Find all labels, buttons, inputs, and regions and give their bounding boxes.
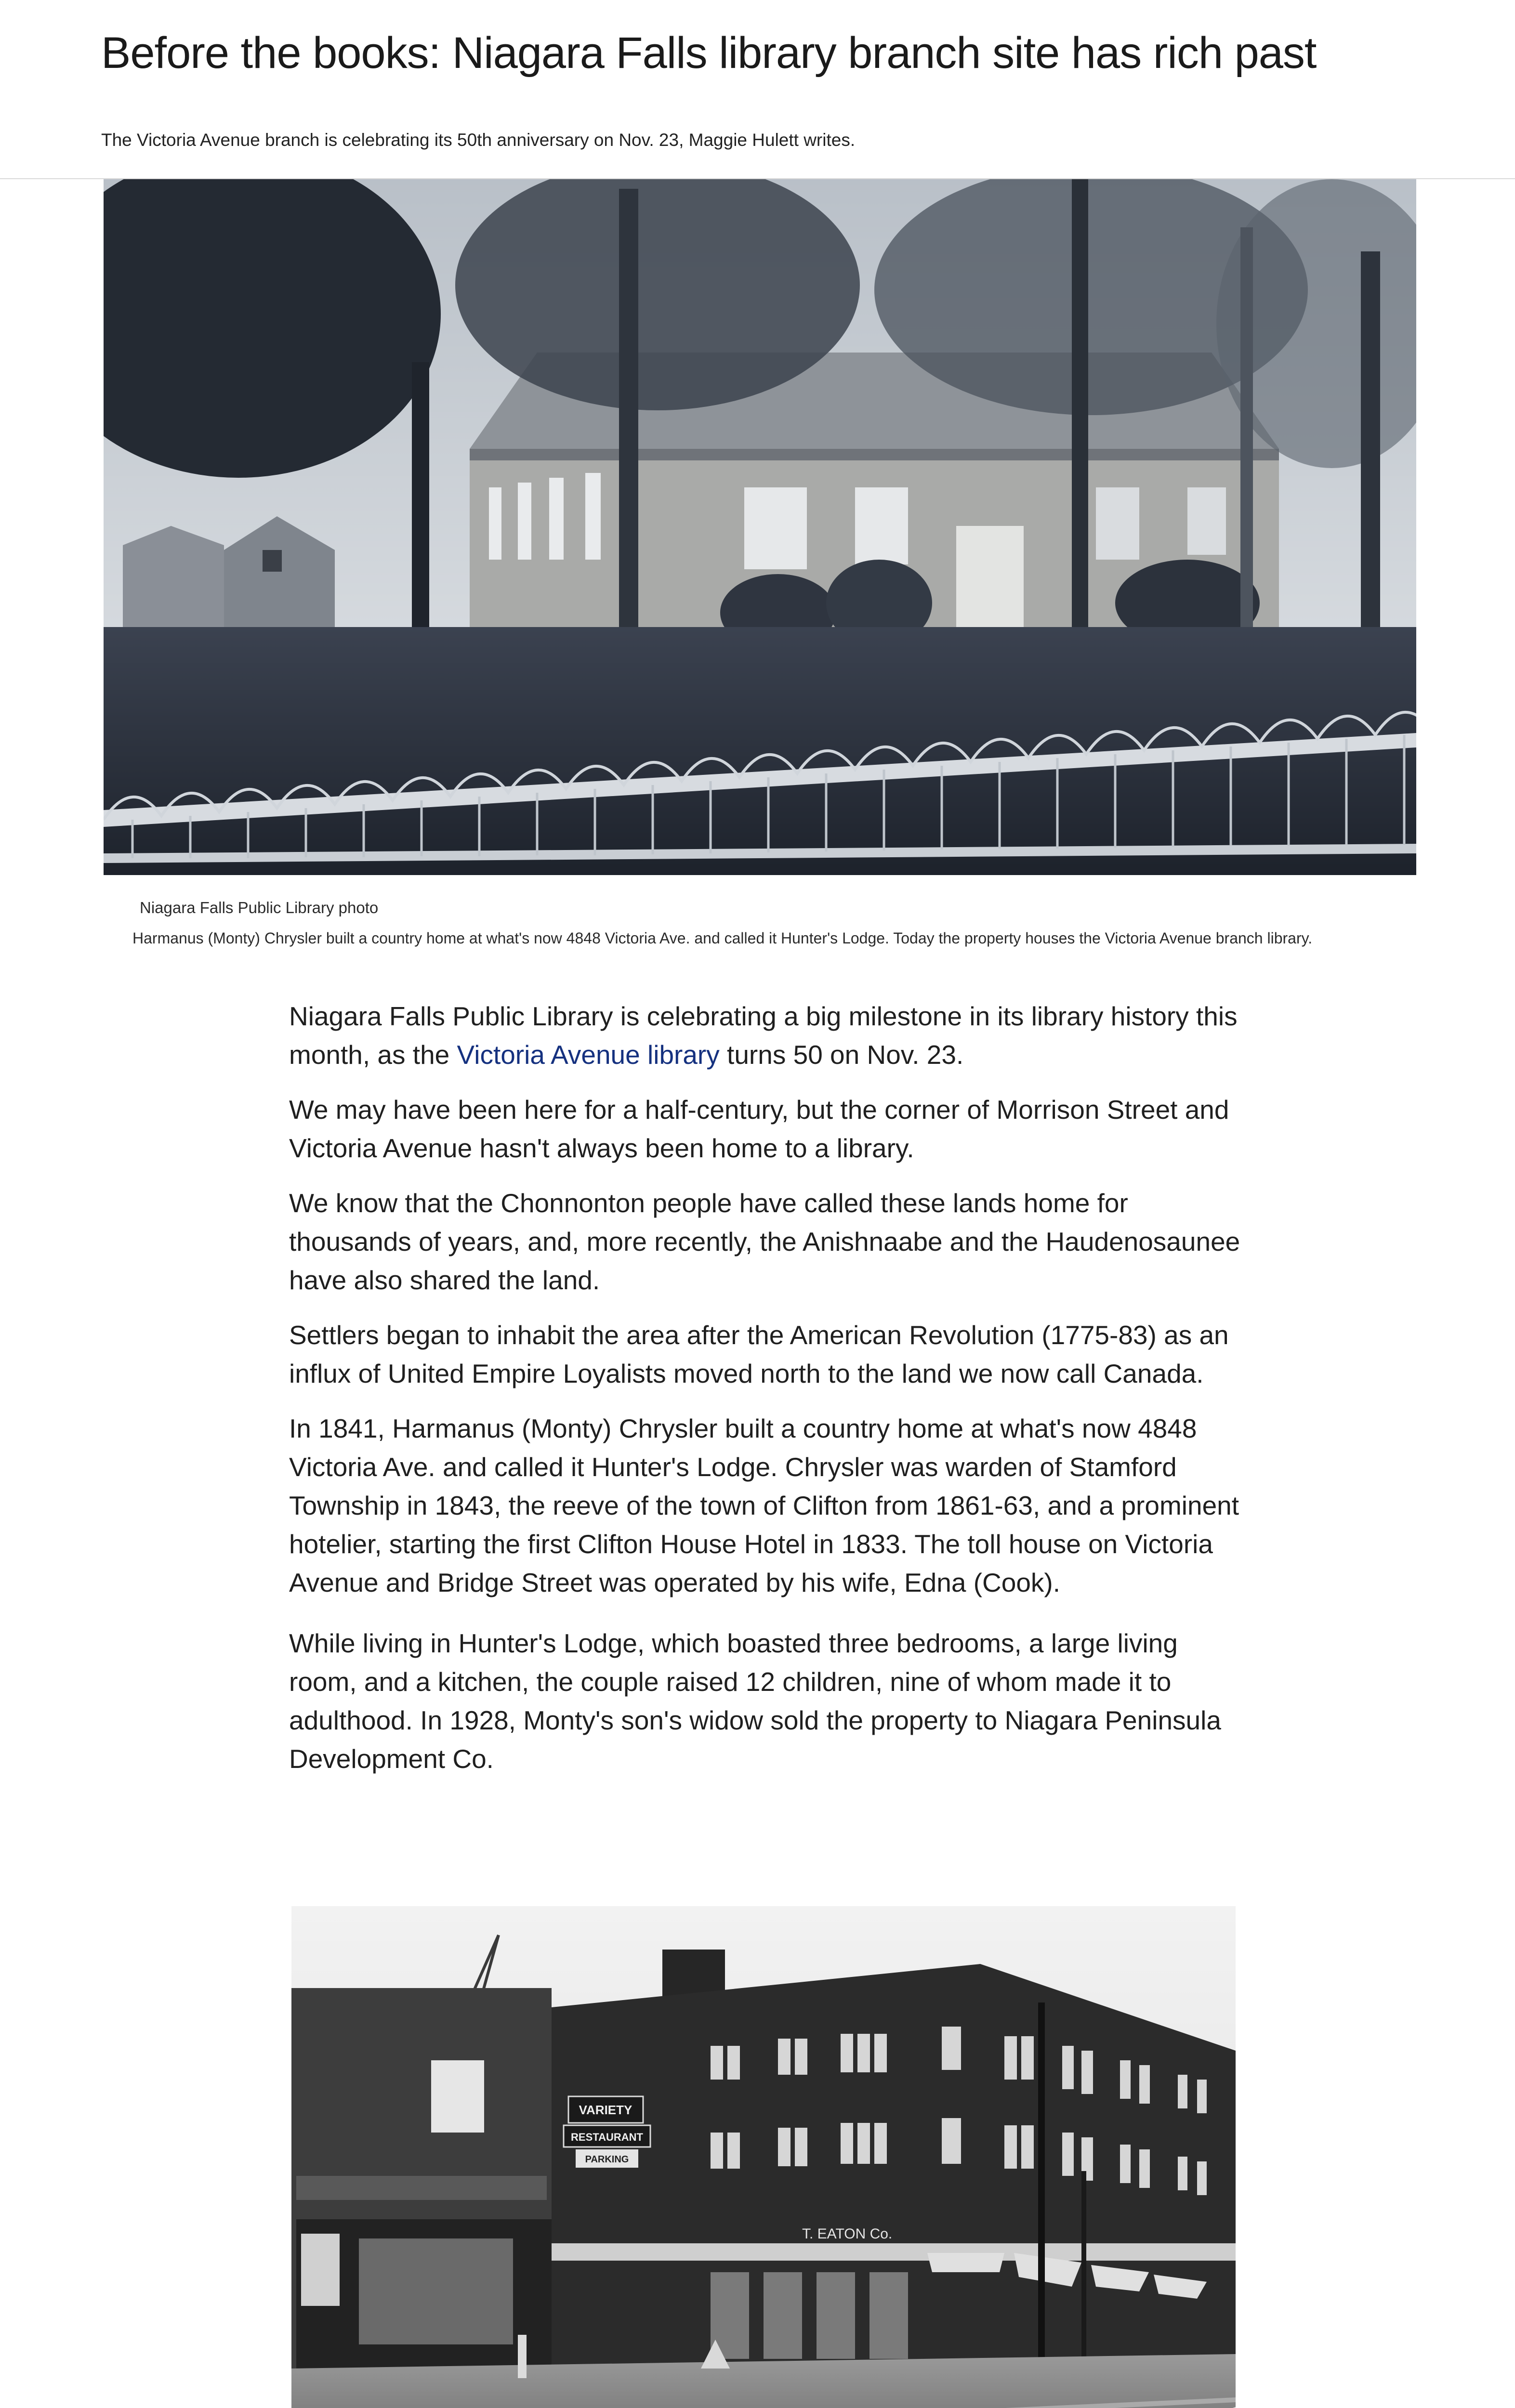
sign-variety: VARIETY — [579, 2103, 632, 2117]
article-dek: The Victoria Avenue branch is celebrating its 50th anniversary on Nov. 23, Maggie Hulett writes. — [101, 130, 856, 150]
photo1-caption: Harmanus (Monty) Chrysler built a country home at what's now 4848 Victoria Ave. and called it Hunter's Lodge. Today the property houses the Victoria Avenue branch library. — [132, 929, 1313, 947]
sign-restaurant: RESTAURANT — [571, 2131, 643, 2143]
paragraph-text: turns 50 on Nov. 23. — [719, 1040, 964, 1070]
article-paragraph-4: Settlers began to inhabit the area after the American Revolution (1775-83) as an influx of United Empire Loyalists moved north to the land we now call Canada. — [289, 1320, 1229, 1388]
article-body — [289, 997, 1252, 1794]
article-paragraph-3: We know that the Chonnonton people have called these lands home for thousands of years, and, more recently, the Anishnaabe and the Haudenosaunee have also shared the land. — [289, 1188, 1240, 1295]
article-paragraph-5: In 1841, Harmanus (Monty) Chrysler built a country home at what's now 4848 Victoria Ave. and called it Hunter's Lodge. Chrysler was warden of Stamford Township in 1843, the reeve of the town of Clifton from 1861-63, and a prominent hotelier, starting the first Clifton House Hotel in 1833. The toll house on Victoria Avenue and Bridge Street was operated by his wife, Edna (Cook). — [289, 1413, 1239, 1597]
photo1-credit: Niagara Falls Public Library photo — [140, 899, 379, 916]
paragraph-text: Niagara Falls Public Library is celebrating a big milestone in its library history this month, as the — [289, 1001, 1238, 1070]
sign-eaton: T. EATON Co. — [802, 2226, 893, 2242]
article-paragraph-2: We may have been here for a half-century, but the corner of Morrison Street and Victoria Avenue hasn't always been home to a library. — [289, 1095, 1229, 1163]
hunters-lodge-photo — [104, 179, 1416, 875]
victoria-avenue-library-link[interactable]: Victoria Avenue library — [457, 1040, 720, 1070]
article-paragraph-1 — [289, 997, 1252, 1074]
eaton-building-photo — [291, 1906, 1236, 2408]
sign-parking: PARKING — [585, 2154, 629, 2165]
article-paragraph-6: While living in Hunter's Lodge, which boasted three bedrooms, a large living room, and a kitchen, the couple raised 12 children, nine of whom made it to adulthood. In 1928, Monty's son's widow sold the property to Niagara Peninsula Development Co. — [289, 1628, 1221, 1774]
article-headline: Before the books: Niagara Falls library branch site has rich past — [101, 28, 1317, 78]
